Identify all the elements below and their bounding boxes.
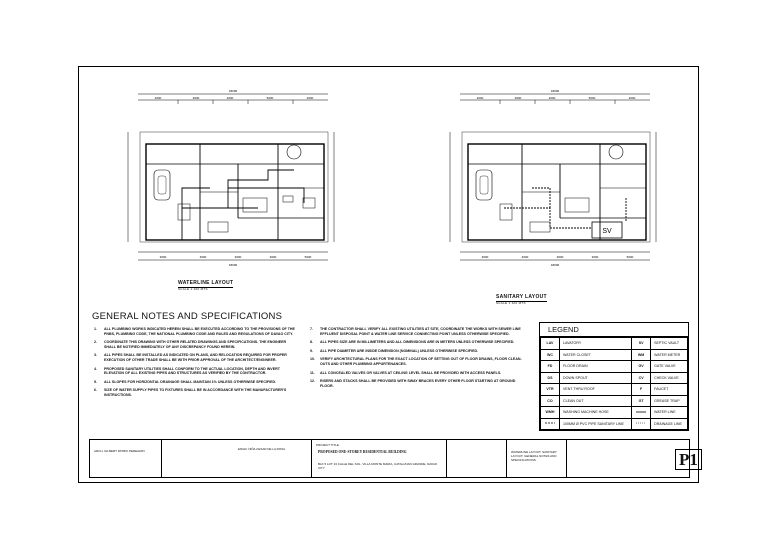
note-item: 2. COORDINATE THIS DRAWING WITH OTHER RELATED DRAWINGS AND SPECIFICATIONS. THE ENGINEER SHALL BE NOTIFIED IMMEDIATELY OF ANY DISCREPANCY FOUND HEREIN. [94, 340, 287, 349]
note-item: 5. ALL SLOPES FOR HORIZONTAL DRAINAGE SHALL MAINTAIN 1% UNLESS OTHERWISE SPECIFIED. [94, 379, 277, 384]
dim-top: 4000 [548, 96, 556, 100]
dim-bottom: 4000 [199, 255, 207, 259]
dim-top: 4000 [154, 96, 162, 100]
tb-reviewer-cell: ENGR. NIÑA CESAR DE LA ROSA [162, 440, 312, 477]
septic-vault-label: SV [602, 228, 612, 235]
notes-heading: GENERAL NOTES AND SPECIFICATIONS [92, 311, 283, 322]
legend-row: WC WATER CLOSET WM WATER METER [541, 349, 688, 361]
title-block [89, 439, 690, 478]
note-item: 9. ALL PIPE DIAMETER ARE INSIDE DIMENSION (NOMINAL) UNLESS OTHERWISE SPECIFIED. [310, 348, 479, 353]
dim-bottom: 3000 [591, 255, 599, 259]
note-item: 6. SIZE OF WATER SUPPLY PIPES TO FIXTURES SHALL BE IN ACCORDANCE WITH THE MANUFACTURER'S INSTRUCTIONS. [94, 388, 287, 397]
legend-row: VTR VENT THRU ROOF F FAUCET [541, 384, 688, 396]
sanitary-title: SANITARY LAYOUT SCALE 1:100 MTS [496, 294, 547, 305]
note-item: 3. ALL PIPES SHALL BE INSTALLED AS INDICATED ON PLANS, AND RELOCATION REQUIRED FOR PROPER EXECUTION OF OTHER TRADE SHALL BE WITH PRIOR APPROVAL OF THE ARCHITECT/ENGINEER. [94, 353, 287, 362]
dim-top: 2000 [306, 96, 314, 100]
sheet-number: P1 [675, 449, 702, 470]
sanitary-layout-plan [440, 88, 670, 288]
waterline-title: WATERLINE LAYOUT SCALE 1:100 MTS [178, 280, 234, 291]
note-item: 10. VERIFY ARCHITECTURAL PLANS FOR THE EXACT LOCATION OF SETTING OUT OF FLOOR DRAINS, FLOOR CLEAN-OUTS AND OTHER PLUMBING APPURTENANCES. [310, 357, 522, 366]
notes-left-column [94, 327, 299, 402]
notes-right-column [310, 327, 522, 392]
dim-bottom: 5000 [626, 255, 634, 259]
note-item: 12. RISERS AND STACKS SHALL BE PROVIDED WITH SWAY BRACES EVERY OTHER FLOOR STARTING AT GROUND FLOOR. [310, 379, 516, 388]
legend-row: LAV LAVATORY SV SEPTIC VAULT [541, 338, 688, 350]
dim-bottom: 3000 [481, 255, 489, 259]
dim-bottom-total: 18000 [228, 263, 238, 267]
dim-top: 3000 [514, 96, 522, 100]
dim-top: 4000 [476, 96, 484, 100]
dim-top: 5000 [266, 96, 274, 100]
dim-top: 4000 [226, 96, 234, 100]
legend-table [539, 322, 689, 431]
dim-top: 2000 [628, 96, 636, 100]
dim-bottom: 3000 [269, 255, 277, 259]
legend-row: FD FLOOR DRAIN GV GATE VALVE [541, 361, 688, 373]
dim-bottom-total: 18000 [550, 263, 560, 267]
dim-bottom: 3000 [234, 255, 242, 259]
tb-sheet-cell [567, 440, 691, 477]
note-item: 1. ALL PLUMBING WORKS INDICATED HEREIN SHALL BE EXECUTED ACCORDING TO THE PROVISIONS OF THE PNBS, PLUMBING CODE, THE NATIONAL PLUMBING CODE AND RULES AND REGULATIONS OF DAVAO CITY. [94, 327, 295, 336]
tb-contents-cell: WATERLINE LAYOUT, SANITARY LAYOUT, GENERAL NOTES AND SPECIFICATIONS [507, 440, 567, 477]
dim-overall-width: 18000 [228, 89, 238, 93]
dim-top: 5000 [588, 96, 596, 100]
dim-bottom: 3000 [159, 255, 167, 259]
note-item: 4. PROPOSED SANITARY UTILITIES SHALL CONFORM TO THE ACTUAL LOCATION, DEPTH AND INVERT ELEVATION OF ALL EXISTING PIPES AND STRUCTURES AS VERIFIED BY THE CONTRACTOR. [94, 366, 280, 376]
legend-row: 100MM Ø PVC PIPE SANITARY LINE DRAINAGE LINE [541, 418, 688, 430]
legend-title: LEGEND [540, 323, 688, 337]
legend-row: CO CLEAN OUT GT GREASE TRAP [541, 395, 688, 407]
dim-bottom: 3000 [556, 255, 564, 259]
tb-blank-cell [447, 440, 507, 477]
legend-row: DS DOWN SPOUT CV CHECK VALVE [541, 372, 688, 384]
note-item: 8. ALL PIPES SIZE ARE IN MILLIMETERS AND ALL DIMENSIONS ARE IN METERS UNLESS OTHERWISE SPECIFIED. [310, 340, 515, 345]
dim-bottom: 4000 [521, 255, 529, 259]
dim-top: 3000 [192, 96, 200, 100]
note-item: 7. THE CONTRACTOR SHALL VERIFY ALL EXISTING UTILITIES AT SITE, COORDINATE THE WORKS WITH SEWER LINE EFFLUENT DISPOSAL POINT & WATER LINE SERVICE CONNECTING POINT UNLESS OTHERWISE SPECIFIED. [310, 327, 521, 336]
legend-row: WMH WASHING MACHINE HOSE WATER LINE [541, 407, 688, 419]
dim-overall-width: 18000 [550, 89, 560, 93]
waterline-layout-plan [118, 88, 348, 288]
tb-owner-cell: ARCH. GILBERT PATRIK PEREGRIN [90, 440, 162, 477]
tb-project-cell: PROJECT TITLE PROPOSED ONE-STOREY RESIDENTIAL BUILDING BLK 5 LOT 13 CALLE DEL SOL, VILLA MONTE MARIA, CATALUNAN GRANDE, DAVAO CITY [312, 440, 447, 477]
note-item: 11. ALL CONCEALED VALVES OR VALVES AT CEILING LEVEL SHALL BE PROVIDED WITH ACCESS PANELS. [310, 370, 502, 375]
dim-bottom: 5000 [304, 255, 312, 259]
